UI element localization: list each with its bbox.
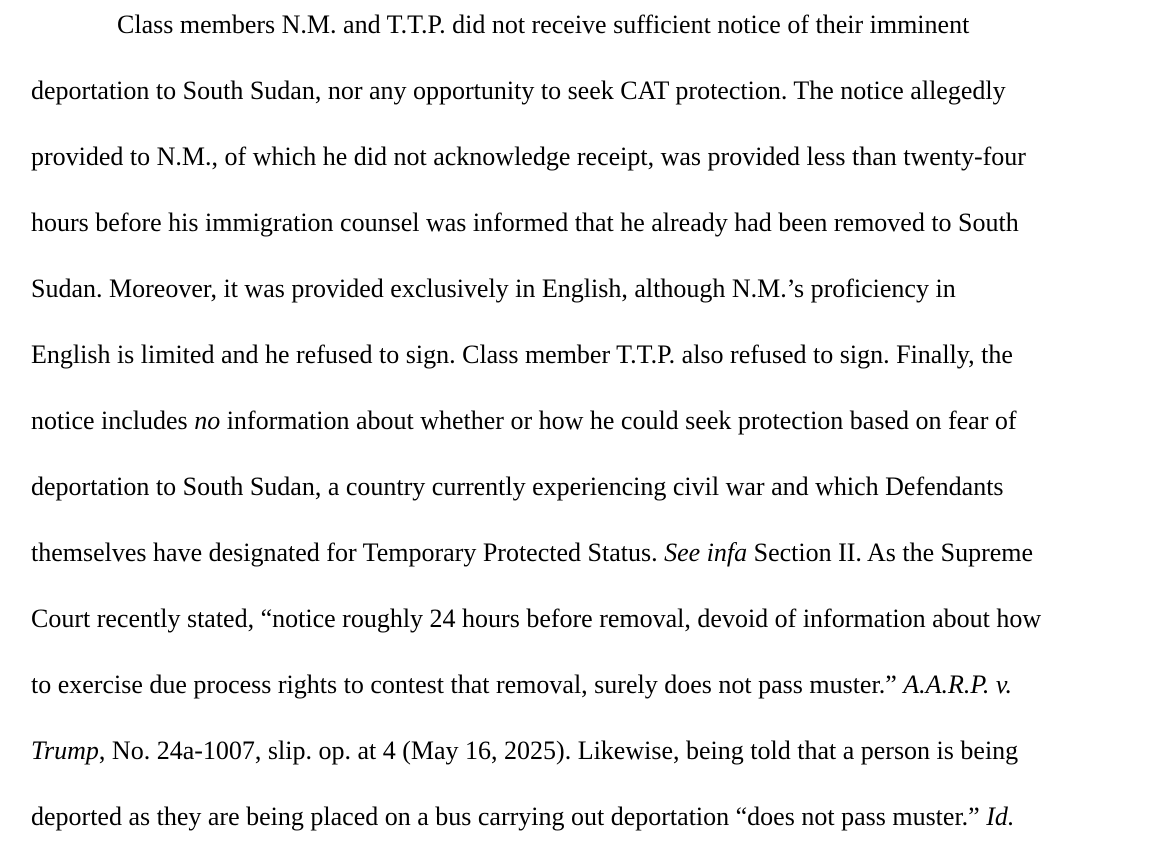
text-run: to exercise due process rights to contest that removal, surely does not pass muster.” xyxy=(31,670,904,699)
text-line-12 xyxy=(31,738,1018,764)
text-line-7 xyxy=(31,408,1017,434)
text-run: Sudan. Moreover, it was provided exclusively in English, although N.M.’s proficiency in xyxy=(31,274,956,303)
text-line-8 xyxy=(31,474,1004,500)
text-run: deportation to South Sudan, nor any opportunity to seek CAT protection. The notice allegedly xyxy=(31,76,1006,105)
case-name-aarp: A.A.R.P. v. xyxy=(903,670,1013,699)
citation-signal-see-infa: See infa xyxy=(664,538,748,567)
text-run: deportation to South Sudan, a country currently experiencing civil war and which Defendants xyxy=(31,472,1004,501)
text-run: Section II. As the Supreme xyxy=(747,538,1034,567)
text-run: notice includes xyxy=(31,406,195,435)
text-line-6 xyxy=(31,342,1013,368)
text-run: Court recently stated, “notice roughly 24 hours before removal, devoid of information about how xyxy=(31,604,1042,633)
text-run: Class members N.M. and T.T.P. did not receive sufficient notice of their imminent xyxy=(117,10,970,39)
text-line-5 xyxy=(31,276,956,302)
text-run: , No. 24a-1007, slip. op. at 4 (May 16, 2025). Likewise, being told that a person is being xyxy=(98,736,1019,765)
text-run: information about whether or how he could seek protection based on fear of xyxy=(220,406,1017,435)
text-run: provided to N.M., of which he did not acknowledge receipt, was provided less than twenty-four xyxy=(31,142,1026,171)
text-run: hours before his immigration counsel was informed that he already had been removed to South xyxy=(31,208,1019,237)
text-line-9 xyxy=(31,540,1033,566)
text-line-11 xyxy=(31,672,1012,698)
citation-id: Id. xyxy=(986,802,1015,831)
text-run: English is limited and he refused to sign. Class member T.T.P. also refused to sign. Finally, the xyxy=(31,340,1013,369)
case-name-trump: Trump xyxy=(31,736,99,765)
text-line-13 xyxy=(31,804,1014,830)
text-line-4 xyxy=(31,210,1019,236)
text-line-2 xyxy=(31,78,1006,104)
text-run: deported as they are being placed on a bus carrying out deportation “does not pass muster.” xyxy=(31,802,987,831)
emphasis-no: no xyxy=(194,406,221,435)
text-line-10 xyxy=(31,606,1041,632)
text-run: themselves have designated for Temporary Protected Status. xyxy=(31,538,665,567)
text-line-1 xyxy=(117,12,969,38)
text-line-3 xyxy=(31,144,1026,170)
